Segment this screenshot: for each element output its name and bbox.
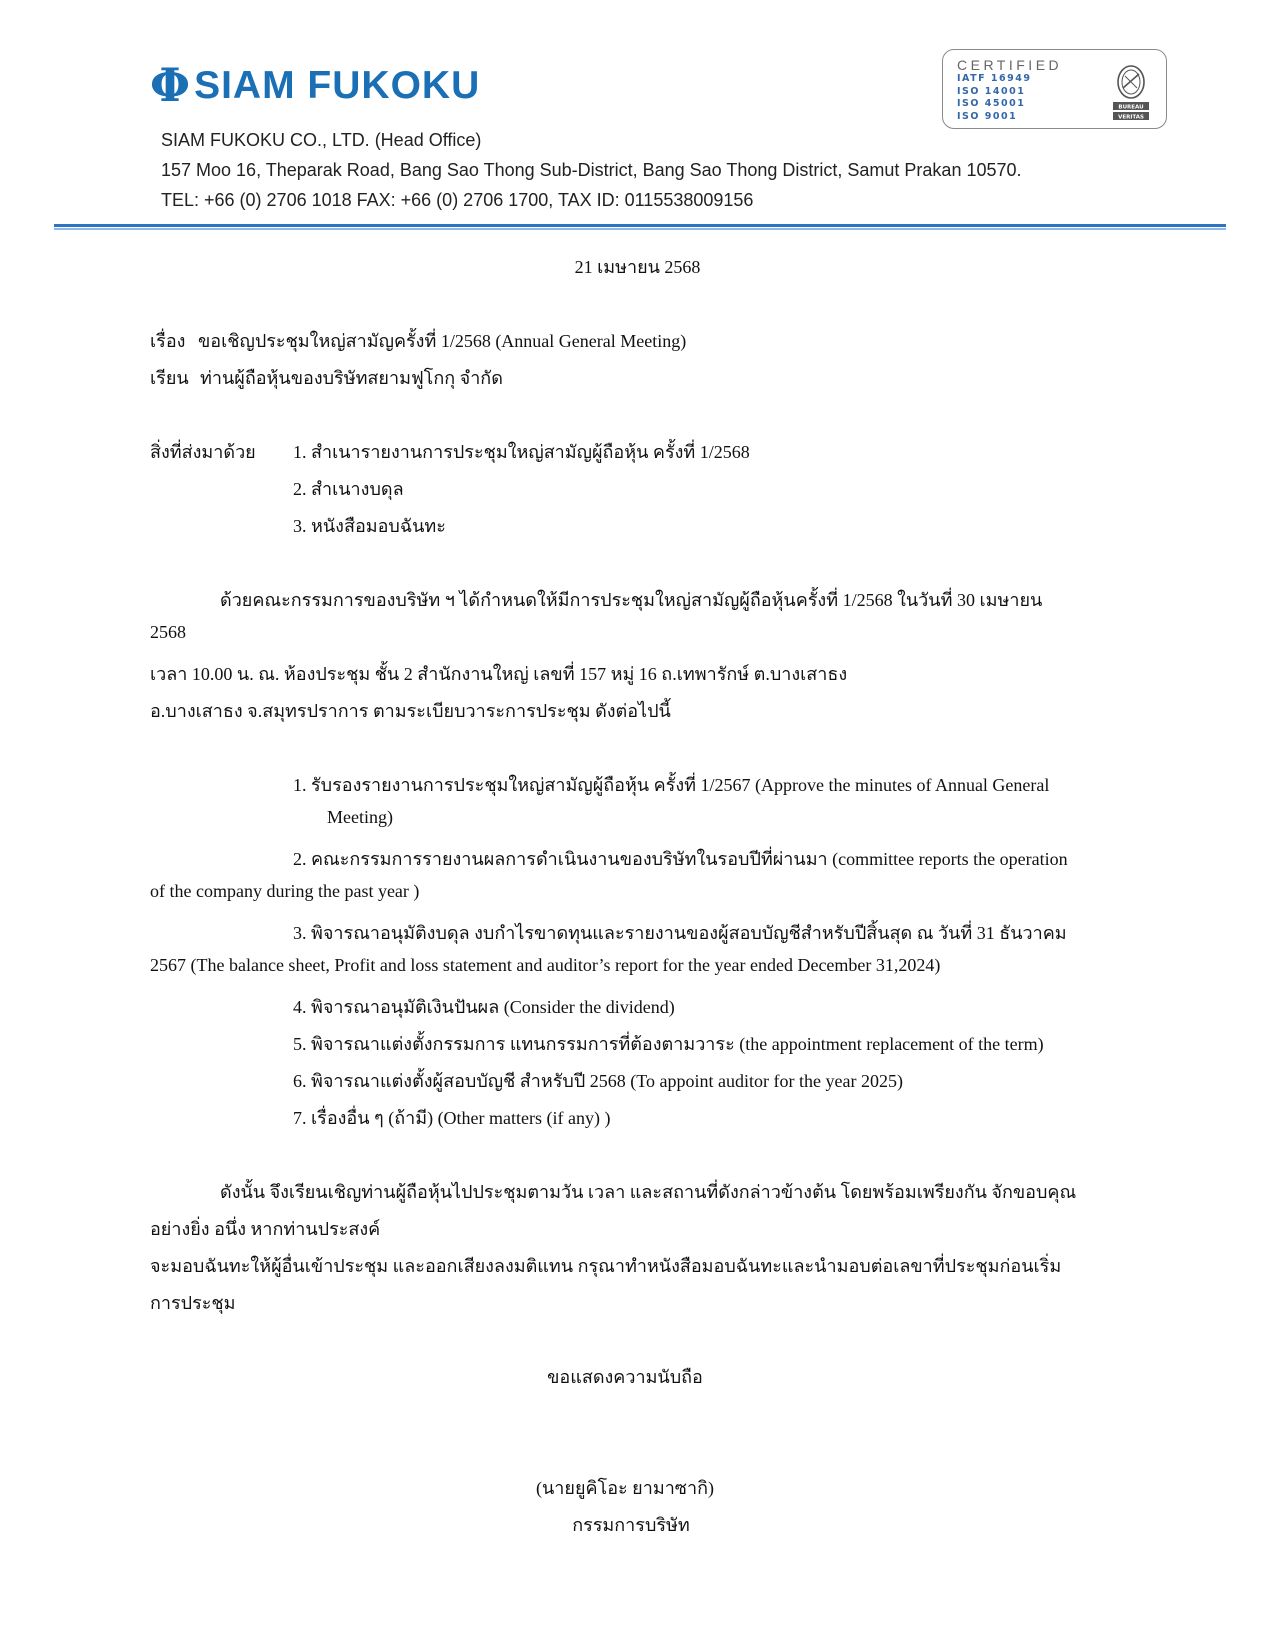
intro-line: เวลา 10.00 น. ณ. ห้องประชุม ชั้น 2 สำนักงานใหญ่ เลขที่ 157 หมู่ 16 ถ.เทพารักษ์ ต.บางเสาธง	[150, 664, 848, 684]
cert-standard: IATF 16949	[957, 73, 1032, 84]
cert-standard: ISO 45001	[957, 98, 1026, 109]
agenda-item: 4. พิจารณาอนุมัติเงินปันผล (Consider the dividend)	[293, 997, 675, 1017]
cert-standard: ISO 14001	[957, 85, 1026, 97]
to-text: ท่านผู้ถือหุ้นของบริษัทสยามฟูโกกุ จำกัด	[200, 368, 503, 388]
company-address: 157 Moo 16, Theparak Road, Bang Sao Thong Sub-District, Bang Sao Thong District, Samut Prakan 10570.	[161, 160, 1022, 180]
agenda-item: 1. รับรองรายงานการประชุมใหญ่สามัญผู้ถือหุ้น ครั้งที่ 1/2567 (Approve the minutes of Annual General	[293, 775, 1050, 795]
subject-text: ขอเชิญประชุมใหญ่สามัญครั้งที่ 1/2568 (Annual General Meeting)	[198, 331, 687, 351]
intro-line: 2568	[150, 622, 186, 642]
cert-standards-list	[957, 73, 1031, 123]
enclosure-item: 3. หนังสือมอบฉันทะ	[293, 516, 446, 536]
enclosures-label: สิ่งที่ส่งมาด้วย	[150, 442, 256, 462]
cert-title: CERTIFIED	[957, 57, 1063, 73]
header-divider	[54, 224, 1226, 230]
logo-text: SIAM FUKOKU	[194, 63, 481, 107]
agenda-item-continued: Meeting)	[327, 807, 393, 827]
letter-date: 21 เมษายน 2568	[574, 257, 701, 277]
logo-mark: Φ	[150, 58, 191, 112]
bv-line-1: BUREAU	[1118, 104, 1144, 111]
enclosure-item: 1. สำเนารายงานการประชุมใหญ่สามัญผู้ถือหุ้น ครั้งที่ 1/2568	[293, 442, 750, 462]
agenda-item: 7. เรื่องอื่น ๆ (ถ้ามี) (Other matters (if any) )	[293, 1108, 611, 1128]
closing-line: ดังนั้น จึงเรียนเชิญท่านผู้ถือหุ้นไปประชุมตามวัน เวลา และสถานที่ดังกล่าวข้างต้น โดยพร้อมเพรียงกัน จักขอบคุณ	[220, 1182, 1077, 1202]
certification-badge	[942, 49, 1167, 129]
subject-label: เรื่อง	[150, 331, 186, 351]
agenda-item: 5. พิจารณาแต่งตั้งกรรมการ แทนกรรมการที่ต้องตามวาระ (the appointment replacement of the term)	[293, 1034, 1044, 1054]
intro-line: อ.บางเสาธง จ.สมุทรปราการ ตามระเบียบวาระการประชุม ดังต่อไปนี้	[150, 701, 671, 721]
agenda-item: 3. พิจารณาอนุมัติงบดุล งบกำไรขาดทุนและรายงานของผู้สอบบัญชีสำหรับปีสิ้นสุด ณ วันที่ 31 ธันวาคม	[293, 923, 1067, 943]
company-name: SIAM FUKOKU CO., LTD. (Head Office)	[161, 130, 482, 150]
signatory-title: กรรมการบริษัท	[572, 1515, 690, 1535]
agenda-item: 2. คณะกรรมการรายงานผลการดำเนินงานของบริษัทในรอบปีที่ผ่านมา (committee reports the operation	[293, 849, 1068, 869]
bv-line-2: VERITAS	[1118, 114, 1144, 121]
agenda-item-continued: 2567 (The balance sheet, Profit and loss statement and auditor’s report for the year ended December 31,2024)	[150, 955, 941, 975]
closing-line: อย่างยิ่ง อนึ่ง หากท่านประสงค์	[150, 1219, 381, 1239]
closing-line: การประชุม	[150, 1293, 236, 1313]
company-contact: TEL: +66 (0) 2706 1018 FAX: +66 (0) 2706 1700, TAX ID: 0115538009156	[161, 190, 754, 210]
to-label: เรียน	[150, 368, 189, 388]
agenda-item: 6. พิจารณาแต่งตั้งผู้สอบบัญชี สำหรับปี 2568 (To appoint auditor for the year 2025)	[293, 1071, 903, 1091]
closing-line: จะมอบฉันทะให้ผู้อื่นเข้าประชุม และออกเสียงลงมติแทน กรุณาทำหนังสือมอบฉันทะและนำมอบต่อเลขาที่ประชุมก่อนเริ่ม	[150, 1256, 1062, 1276]
agenda-item-continued: of the company during the past year )	[150, 881, 420, 901]
cert-standard: ISO 9001	[957, 110, 1018, 122]
enclosure-item: 2. สำเนางบดุล	[293, 479, 404, 499]
bureau-veritas-logo	[1111, 62, 1151, 122]
signatory-name: (นายยูคิโอะ ยามาซากิ)	[535, 1478, 715, 1498]
company-logo	[150, 58, 481, 112]
intro-line: ด้วยคณะกรรมการของบริษัท ฯ ได้กำหนดให้มีการประชุมใหญ่สามัญผู้ถือหุ้นครั้งที่ 1/2568 ในวันที่ 30 เมษายน	[220, 590, 1043, 610]
sign-off: ขอแสดงความนับถือ	[547, 1367, 703, 1387]
